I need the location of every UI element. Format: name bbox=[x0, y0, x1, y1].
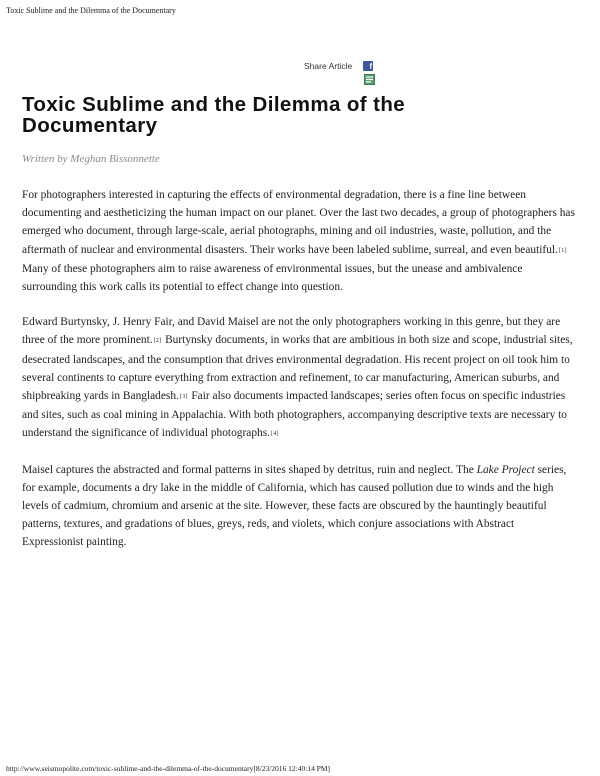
paragraph-text: series, for example, documents a dry lake in the middle of California, which has caused pollution due to winds and the high levels of cadmium, chromium and arsenic at the site. However, these facts are obscured by the hauntingly beautiful patterns, textures, and gradations of blues, greys, reds, and violets, which conjure associations with Abstract Expressionist painting. bbox=[22, 463, 567, 549]
paragraph-text: Edward Burtynsky, J. Henry Fair, and David Maisel are not the only photographers working in this genre, but they are three of the more prominent. bbox=[22, 316, 561, 347]
facebook-icon[interactable]: f bbox=[363, 61, 373, 71]
paragraph-text: Fair also documents impacted landscapes; series often focus on specific industries and sites, such as coal mining in Appalachia. With both photographers, accompanying descriptive texts are necessary to understand the significance of individual photographs. bbox=[22, 390, 567, 440]
footnote-link[interactable]: [3] bbox=[179, 393, 188, 401]
print-header: Toxic Sublime and the Dilemma of the Documentary bbox=[6, 6, 176, 15]
paragraph bbox=[22, 186, 578, 296]
project-title: Lake Project bbox=[476, 463, 535, 476]
print-footer: http://www.seismopolite.com/toxic-sublime-and-the-dilemma-of-the-documentary[8/23/2016 12:40:14 PM] bbox=[6, 764, 331, 773]
paragraph bbox=[22, 461, 578, 552]
article-body bbox=[22, 186, 578, 569]
article-title: Toxic Sublime and the Dilemma of the Documentary bbox=[22, 93, 406, 137]
byline: Written by Meghan Bissonnette bbox=[22, 153, 160, 165]
share-bar bbox=[304, 60, 373, 72]
paragraph-text: Many of these photographers aim to raise awareness of environmental issues, but the unease and ambivalence surrounding this work calls its potential to effect change into question. bbox=[22, 262, 523, 294]
paragraph-text: Maisel captures the abstracted and formal patterns in sites shaped by detritus, ruin and neglect. The bbox=[22, 463, 477, 476]
paragraph bbox=[22, 313, 578, 443]
share-icon[interactable] bbox=[364, 74, 375, 85]
footnote-link[interactable]: [1] bbox=[558, 246, 567, 254]
footnote-link[interactable]: [4] bbox=[271, 430, 279, 438]
footnote-link[interactable]: [2] bbox=[153, 337, 162, 345]
share-label: Share Article bbox=[304, 61, 353, 71]
paragraph-text: Burtynsky documents, in works that are ambitious in both size and scope, industrial sites, desecrated landscapes, and the consumption that drives environmental degradation. His recent project on oil took him to several continents to capture everything from extraction and refinement, to car manufacturing, American suburbs, and shipbreaking yards in Bangladesh. bbox=[22, 334, 573, 403]
paragraph-text: For photographers interested in capturing the effects of environmental degradation, there is a fine line between documenting and aestheticizing the human impact on our planet. Over the last two decades, a group of photographers has emerged who document, through large-scale, aerial photographs, mining and oil industries, waste, pollution, and the aftermath of nuclear and environmental disasters. Their works have been labeled sublime, surreal, and even beautiful. bbox=[22, 189, 575, 256]
